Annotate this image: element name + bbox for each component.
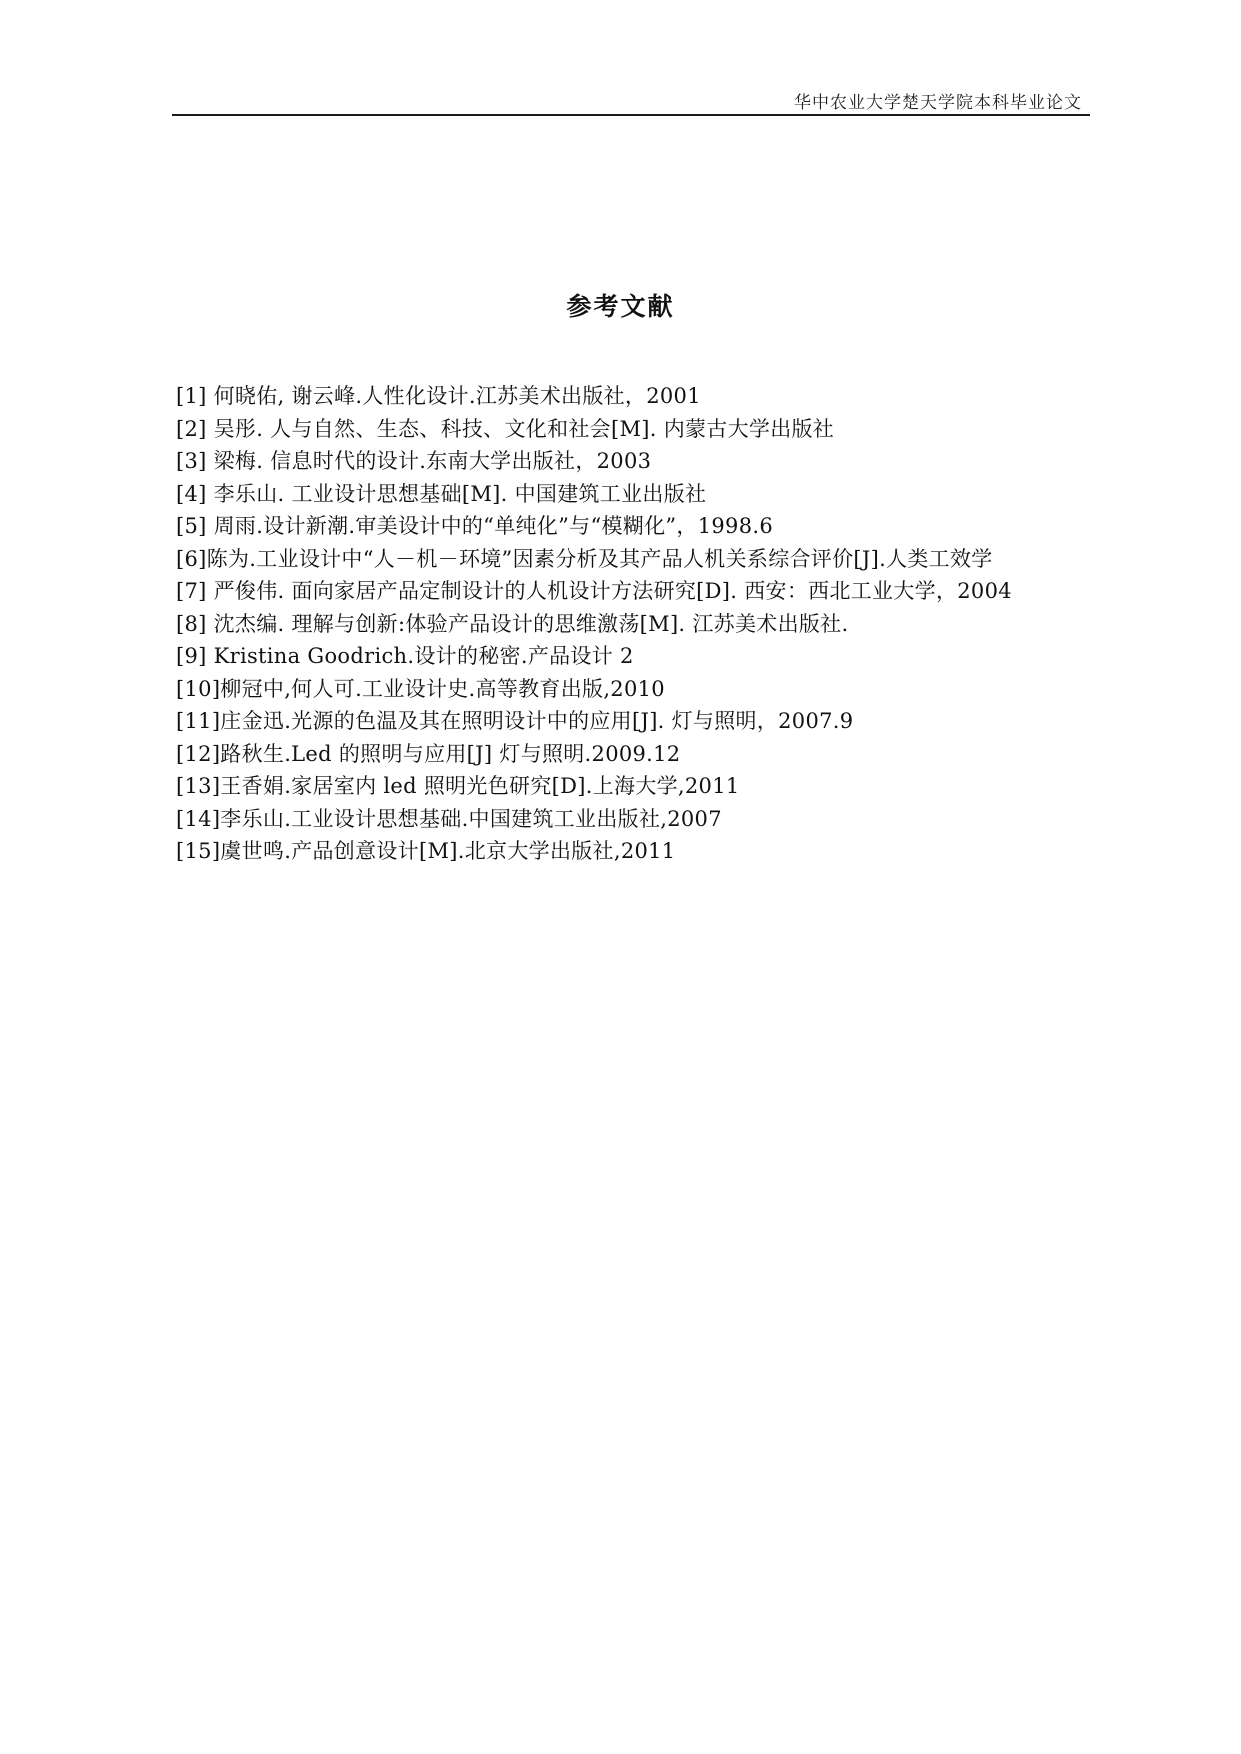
reference-item: [12]路秋生.Led 的照明与应用[J] 灯与照明.2009.12: [176, 741, 681, 766]
reference-list: [176, 380, 1092, 868]
running-header-title: 华中农业大学楚天学院本科毕业论文: [794, 93, 1082, 113]
reference-item: [2] 吴彤. 人与自然、生态、科技、文化和社会[M]. 内蒙古大学出版社: [176, 416, 835, 441]
reference-item: [3] 梁梅. 信息时代的设计.东南大学出版社，2003: [176, 449, 652, 473]
running-header: [172, 84, 1090, 116]
reference-item: [7] 严俊伟. 面向家居产品定制设计的人机设计方法研究[D]. 西安：西北工业大学，2004: [176, 579, 1012, 603]
reference-item: [10]柳冠中,何人可.工业设计史.高等教育出版,2010: [176, 676, 665, 701]
reference-item: [11]庄金迅.光源的色温及其在照明设计中的应用[J]. 灯与照明，2007.9: [176, 709, 854, 733]
reference-item: [13]王香娟.家居室内 led 照明光色研究[D].上海大学,2011: [176, 774, 740, 798]
reference-item: [5] 周雨.设计新潮.审美设计中的“单纯化”与“模糊化”，1998.6: [176, 514, 773, 538]
reference-item: [1] 何晓佑, 谢云峰.人性化设计.江苏美术出版社，2001: [176, 384, 701, 408]
reference-item: [4] 李乐山. 工业设计思想基础[M]. 中国建筑工业出版社: [176, 481, 707, 506]
reference-item: [8] 沈杰编. 理解与创新:体验产品设计的思维激荡[M]. 江苏美术出版社.: [176, 611, 849, 636]
reference-item: [15]虞世鸣.产品创意设计[M].北京大学出版社,2011: [176, 839, 676, 863]
section-title: 参考文献: [566, 292, 675, 321]
reference-item: [9] Kristina Goodrich.设计的秘密.产品设计 2: [176, 644, 634, 668]
reference-item: [6]陈为.工业设计中“人－机－环境”因素分析及其产品人机关系综合评价[J].人类工效学: [176, 546, 993, 571]
reference-item: [14]李乐山.工业设计思想基础.中国建筑工业出版社,2007: [176, 806, 722, 831]
